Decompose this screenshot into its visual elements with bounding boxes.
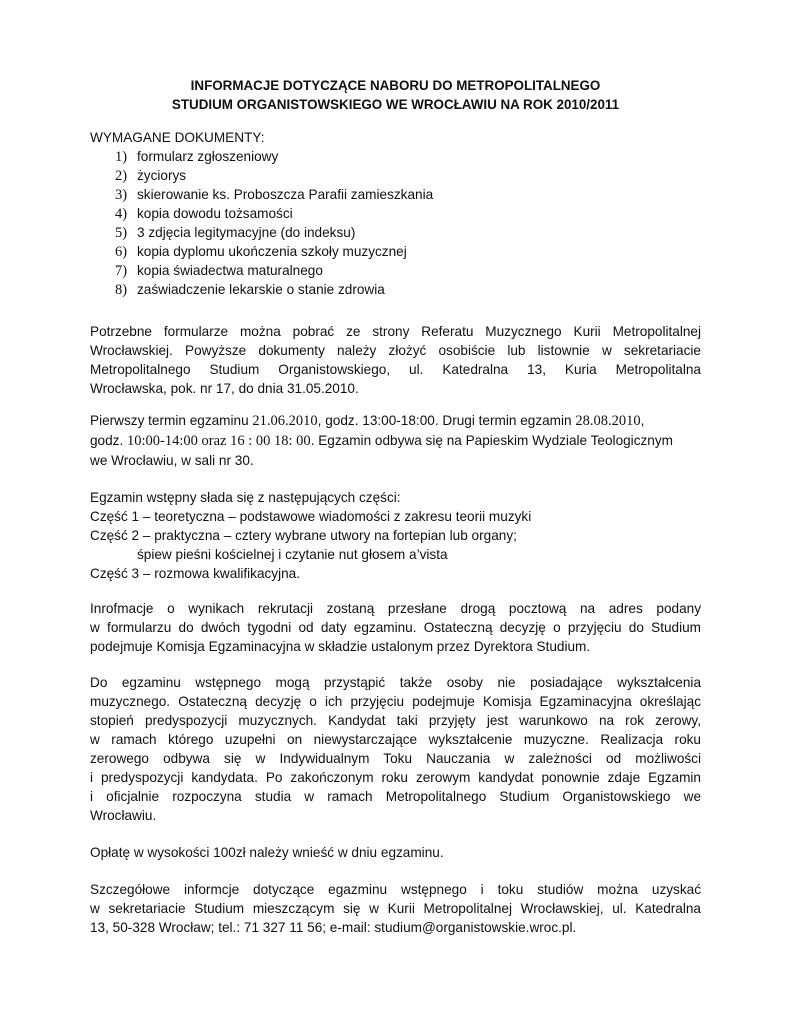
exam-parts-section: Egzamin wstępny słada się z następujących części: Część 1 – teoretyczna – podstawowe wiadomości z zakresu teorii muzyki Część 2 – praktyczna – cztery wybrane utwory na fortepian lub organy; śpiew pieśni kościelnej i czytanie nut głosem a’vista Część 3 – rozmowa kwalifikacyjna. bbox=[90, 490, 532, 581]
list-item: 5) 3 zdjęcia legitymacyjne (do indeksu) bbox=[115, 225, 356, 241]
required-documents-heading: WYMAGANE DOKUMENTY: bbox=[90, 130, 265, 145]
zero-year-paragraph: Do egzaminu wstępnego mogą przystąpić także osoby nie posiadające wykształcenia muzycznego. Ostateczną decyzję o ich przyjęciu podejmuje Komisja Egzaminacyjna określając stopień predyspozycji muzycznych. Kandydat taki przyjęty jest warunkowo na rok zerowy, w ramach którego uzupełni on niewystarczające wykształcenie muzyczne. Realizacja roku zerowego odbywa się w Indywidualnym Toku Nauczania w zależności od możliwości i predyspozycji kandydata. Po zakończonym roku zerowym kandydat ponownie zdaje Egzamin i oficjalnie rozpoczyna studia w ramach Metropolitalnego Studium Organistowskiego we Wrocławiu. bbox=[90, 675, 701, 823]
document-title bbox=[90, 76, 701, 114]
list-item: 3) skierowanie ks. Proboszcza Parafii zamieszkania bbox=[115, 187, 434, 203]
required-documents-list bbox=[115, 147, 675, 299]
list-item: 6) kopia dyplomu ukończenia szkoły muzycznej bbox=[115, 244, 407, 260]
list-item: 4) kopia dowodu tożsamości bbox=[115, 206, 293, 222]
list-item: 2) życiorys bbox=[115, 168, 187, 184]
exam-dates-paragraph: Pierwszy termin egzaminu 21.06.2010, godz. 13:00-18:00. Drugi termin egzamin 28.08.2010, godz. 10:00-14:00 oraz 16 : 00 18: 00. Egzamin odbywa się na Papieskim Wydziale Teologicznym we Wrocławiu, w sali nr 30. bbox=[90, 413, 673, 468]
fee-paragraph: Opłatę w wysokości 100zł należy wnieść w dniu egzaminu. bbox=[90, 845, 444, 860]
list-item: 7) kopia świadectwa maturalnego bbox=[115, 263, 323, 279]
results-paragraph: Inrofmacje o wynikach rekrutacji zostaną przesłane drogą pocztową na adres podany w formularzu do dwóch tygodni od daty egzaminu. Ostateczną decyzję o przyjęciu do Studium podejmuje Komisja Egzaminacyjna w składzie ustalonym przez Dyrektora Studium. bbox=[90, 601, 701, 654]
title-line-1: INFORMACJE DOTYCZĄCE NABORU DO METROPOLITALNEGO bbox=[190, 78, 601, 93]
title-line-2: STUDIUM ORGANISTOWSKIEGO WE WROCŁAWIU NA ROK 2010/2011 bbox=[171, 97, 620, 112]
contact-paragraph: Szczegółowe informcje dotyczące egazminu wstępnego i toku studiów można uzyskać w sekretariacie Studium mieszczącym się w Kurii Metropolitalnej Wrocławskiej, ul. Katedralna 13, 50-328 Wrocław; tel.: 71 327 11 56; e-mail: studium@organistowskie.wroc.pl. bbox=[90, 882, 701, 935]
list-item: 1) formularz zgłoszeniowy bbox=[115, 149, 279, 165]
forms-paragraph: Potrzebne formularze można pobrać ze strony Referatu Muzycznego Kurii Metropolitalnej Wrocławskiej. Powyższe dokumenty należy złożyć osobiście lub listownie w sekretariacie Metropolitalnego Studium Organistowskiego, ul. Katedralna 13, Kuria Metropolitalna Wrocławska, pok. nr 17, do dnia 31.05.2010. bbox=[90, 324, 701, 396]
list-item: 8) zaświadczenie lekarskie o stanie zdrowia bbox=[115, 282, 385, 298]
